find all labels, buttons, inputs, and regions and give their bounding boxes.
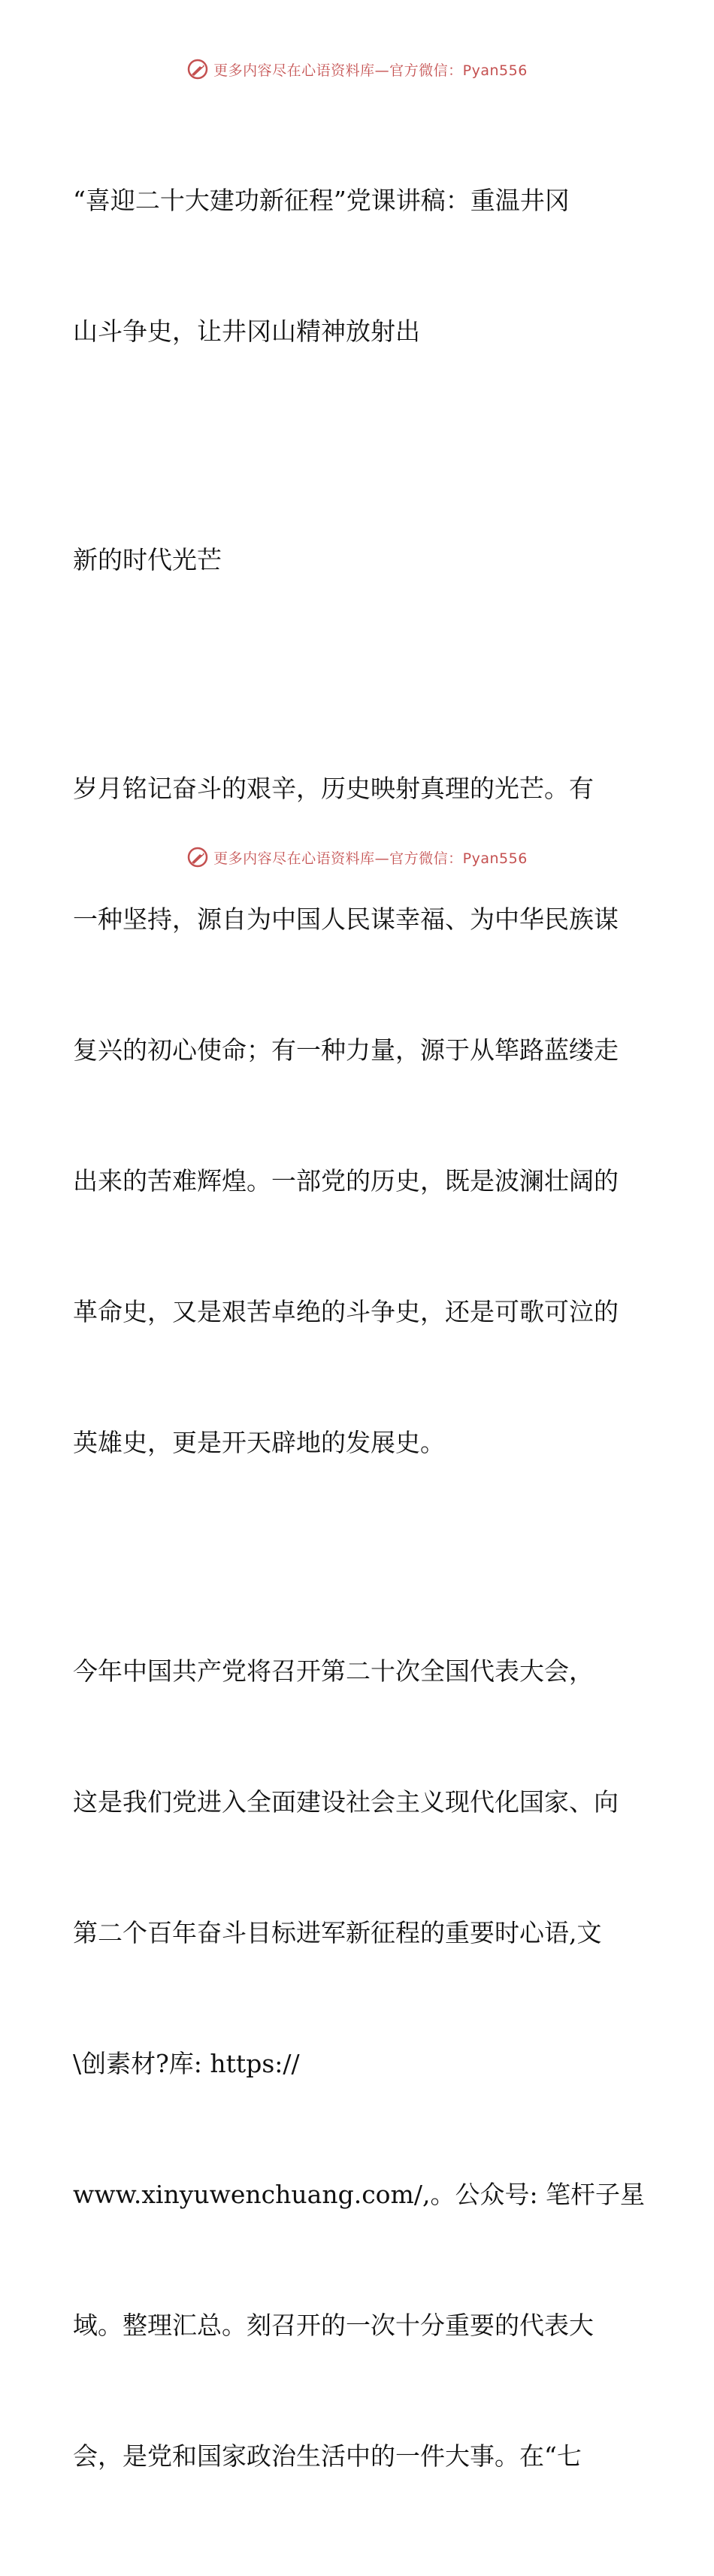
paragraph-line: 一种坚持，源自为中国人民谋幸福、为中华民族谋 [73, 905, 619, 934]
subtitle-line: 新的时代光芒 [73, 545, 222, 574]
title-line: “喜迎二十大建功新征程”党课讲稿：重温井冈 [73, 186, 570, 215]
wechat-id: Pyan556 [462, 62, 528, 79]
header-banner-text: 更多内容尽在心语资料库—官方微信：Pyan556 [213, 62, 528, 79]
paragraph-line: www.xinyuwenchuang.com/,。公众号: 笔杆子星 [73, 2180, 646, 2209]
paragraph-line: 复兴的初心使命；有一种力量，源于从筚路蓝缕走 [73, 1035, 619, 1065]
paragraph-line: 革命史，又是艰苦卓绝的斗争史，还是可歌可泣的 [73, 1297, 619, 1326]
footer-banner-text: 更多内容尽在心语资料库—官方微信：Pyan556 [213, 850, 528, 867]
footer-banner [0, 842, 714, 872]
wechat-id: Pyan556 [462, 850, 528, 867]
paragraph-1 [73, 680, 644, 1552]
paragraph-line: 今年中国共产党将召开第二十次全国代表大会， [73, 1656, 594, 1686]
paragraph-line: 英雄史，更是开天辟地的发展史。 [73, 1428, 445, 1457]
paragraph-line: \创素材?库: https:// [73, 2049, 300, 2078]
title-line: 山斗争史，让井冈山精神放射出 [73, 317, 420, 346]
paragraph-line: 会，是党和国家政治生活中的一件大事。在“七 [73, 2441, 582, 2471]
paragraph-line: 第二个百年奋斗目标进军新征程的重要时心语,文 [73, 1918, 602, 1947]
document-subtitle [73, 451, 644, 669]
paragraph-line: 这是我们党进入全面建设社会主义现代化国家、向 [73, 1787, 619, 1817]
header-banner [0, 54, 714, 84]
document-body [73, 92, 644, 2576]
paragraph-line: 出来的苦难辉煌。一部党的历史，既是波澜壮阔的 [73, 1166, 619, 1196]
quill-logo-icon [186, 58, 209, 80]
quill-logo-icon [186, 846, 209, 868]
document-title [73, 92, 644, 441]
paragraph-line: 岁月铭记奋斗的艰辛，历史映射真理的光芒。有 [73, 774, 594, 803]
paragraph-2 [73, 1562, 644, 2565]
paragraph-line: 域。整理汇总。刻召开的一次十分重要的代表大 [73, 2311, 594, 2340]
